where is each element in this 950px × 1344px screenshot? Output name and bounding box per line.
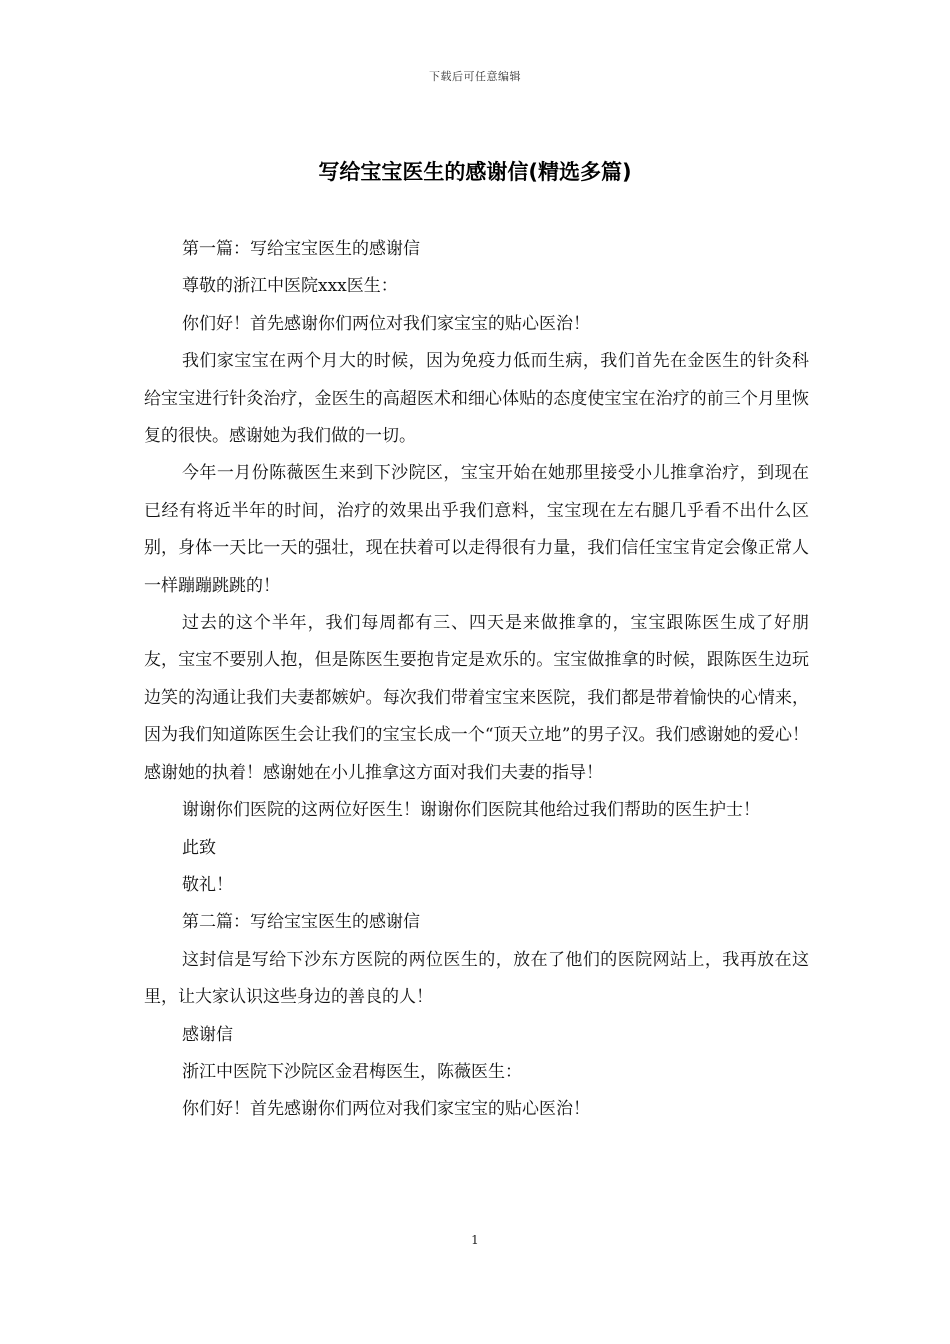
page-header: 下载后可任意编辑 [429,70,521,83]
body-paragraph: 今年一月份陈薇医生来到下沙院区，宝宝开始在她那里接受小儿推拿治疗，到现在已经有将近半年的时间，治疗的效果出乎我们意料，宝宝现在左右腿几乎看不出什么区别，身体一天比一天的强壮，现在扶着可以走得很有力量，我们信任宝宝肯定会像正常人一样蹦蹦跳跳的！ [144,463,809,596]
page-number: 1 [471,1233,479,1247]
body-paragraph: 这封信是写给下沙东方医院的两位医生的，放在了他们的医院网站上，我再放在这里，让大家认识这些身边的善良的人！ [144,949,809,1008]
greeting-paragraph: 你们好！首先感谢你们两位对我们家宝宝的贴心医治！ [182,1099,590,1120]
body-paragraph: 我们家宝宝在两个月大的时候，因为免疫力低而生病，我们首先在金医生的针灸科给宝宝进行针灸治疗，金医生的高超医术和细心体贴的态度使宝宝在治疗的前三个月里恢复的很快。感谢她为我们做的一切。 [144,351,809,447]
section-heading: 第二篇：写给宝宝医生的感谢信 [182,912,420,933]
letter-heading: 感谢信 [182,1024,233,1045]
document-title: 写给宝宝医生的感谢信(精选多篇) [318,160,632,184]
closing-line: 敬礼！ [182,874,233,895]
salutation: 尊敬的浙江中医院xxx医生： [182,276,398,297]
greeting-paragraph: 你们好！首先感谢你们两位对我们家宝宝的贴心医治！ [182,313,590,334]
section-heading: 第一篇：写给宝宝医生的感谢信 [182,239,420,259]
document-body [144,231,809,1129]
closing-line: 此致 [182,837,216,858]
body-paragraph: 过去的这个半年，我们每周都有三、四天是来做推拿的，宝宝跟陈医生成了好朋友，宝宝不要别人抱，但是陈医生要抱肯定是欢乐的。宝宝做推拿的时候，跟陈医生边玩边笑的沟通让我们夫妻都嫉妒。每次我们带着宝宝来医院，我们都是带着愉快的心情来，因为我们知道陈医生会让我们的宝宝长成一个“顶天立地”的男子汉。我们感谢她的爱心！感谢她的执着！感谢她在小儿推拿这方面对我们夫妻的指导！ [144,613,809,783]
salutation: 浙江中医院下沙院区金君梅医生，陈薇医生： [182,1061,522,1082]
body-paragraph: 谢谢你们医院的这两位好医生！谢谢你们医院其他给过我们帮助的医生护士！ [182,800,760,821]
